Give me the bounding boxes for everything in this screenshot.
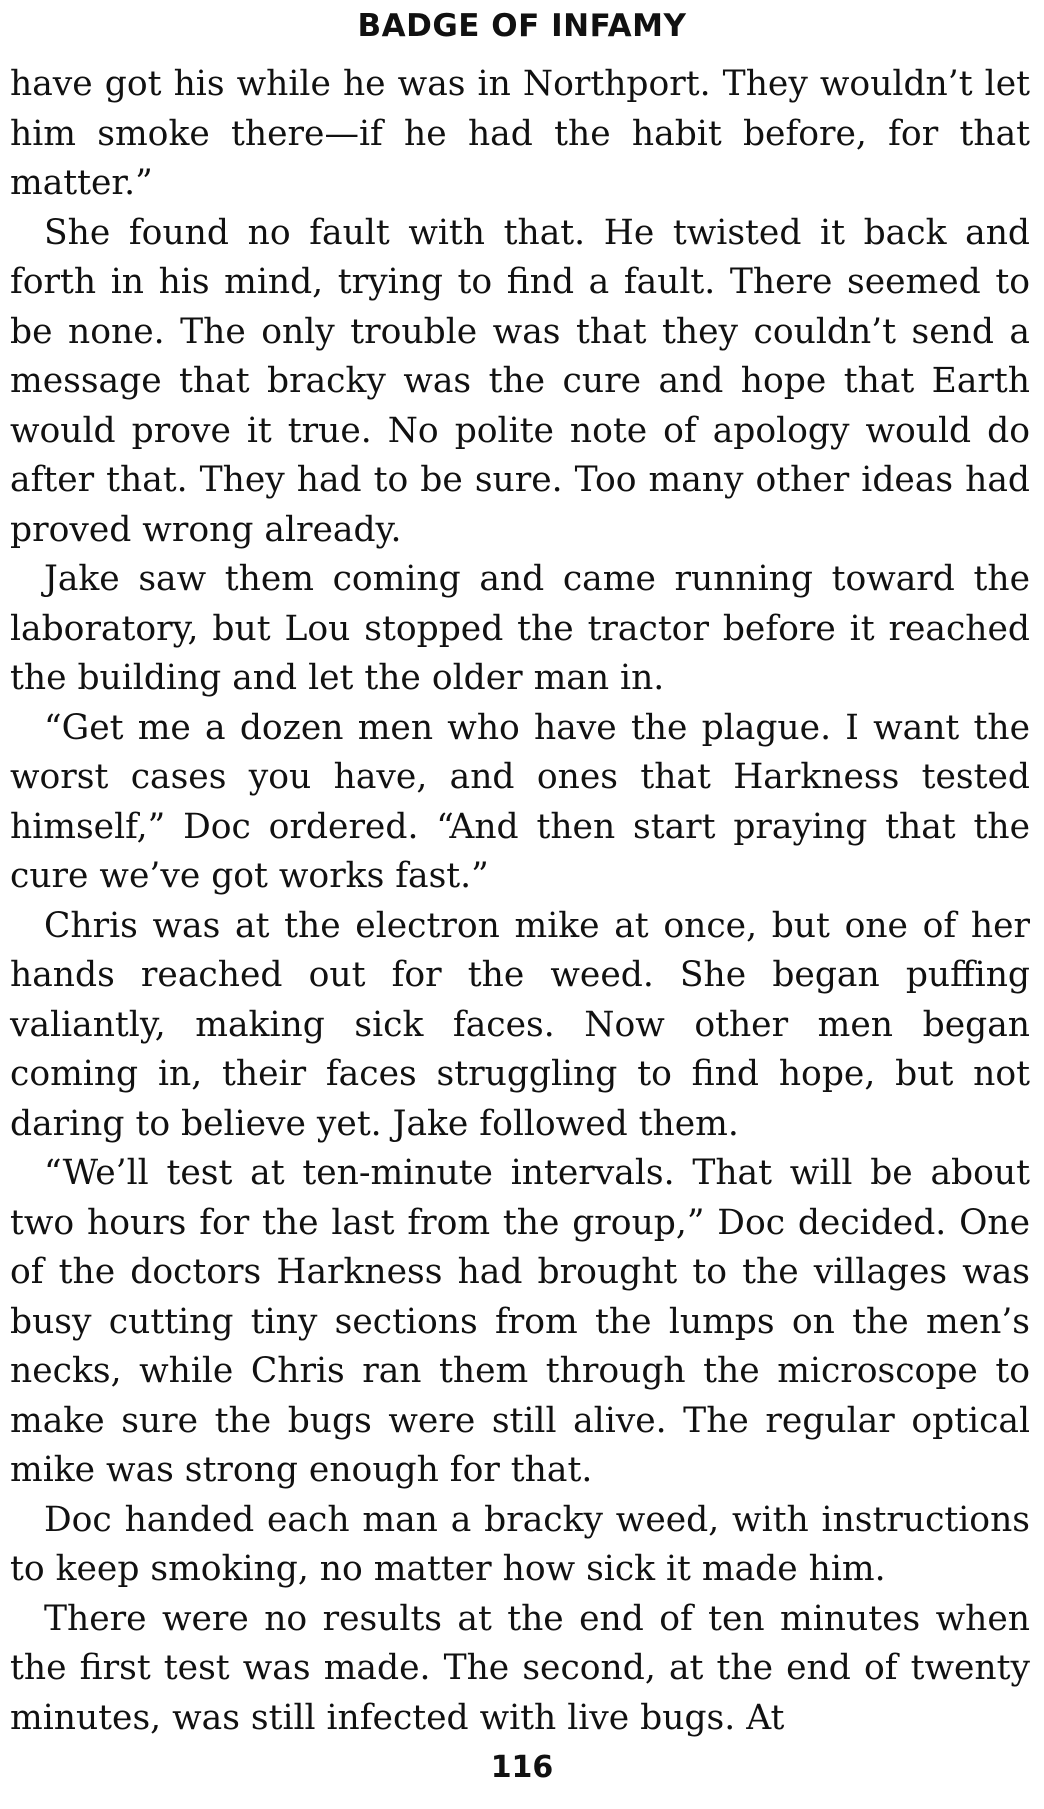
paragraph-7: Doc handed each man a bracky weed, with instructions to keep smoking, no matter how sick it made him. [10,1499,1030,1589]
paragraph-6: “We’ll test at ten-minute intervals. That will be about two hours for the last from the group,” Doc decided. One of the doctors Harkness had brought to the villages was busy cutting tiny sections from the lumps on the men’s necks, while Chris ran them through the microscope to make sure the bugs were still alive. The regular optical mike was strong enough for that. [10,1153,1030,1490]
paragraph-5: Chris was at the electron mike at once, but one of her hands reached out for the weed. She began puffing valiantly, making sick faces. Now other men began coming in, their faces struggling to find hope, but not daring to believe yet. Jake followed them. [10,905,1030,1144]
paragraph-2: She found no fault with that. He twisted it back and forth in his mind, trying to find a fault. There seemed to be none. The only trouble was that they couldn’t send a message that bracky was the cure and hope that Earth would prove it true. No polite note of apology would do after that. They had to be sure. Too many other ideas had proved wrong already. [10,212,1030,550]
paragraph-4: “Get me a dozen men who have the plague. I want the worst cases you have, and ones that Harkness tested himself,” Doc ordered. “And then start praying that the cure we’ve got works fast.” [10,707,1030,896]
page-number: 116 [490,1750,554,1785]
paragraph-8: There were no results at the end of ten minutes when the first test was made. The second, at the end of twenty minutes, was still infected with live bugs. At [10,1598,1030,1738]
paragraph-3: Jake saw them coming and came running toward the laboratory, but Lou stopped the tractor before it reached the building and let the older man in. [10,559,1030,698]
body-text [10,60,1030,1743]
running-head-title: BADGE OF INFAMY [357,8,687,44]
paragraph-1: have got his while he was in Northport. They wouldn’t let him smoke there—if he had the habit before, for that matter.” [10,64,1030,203]
